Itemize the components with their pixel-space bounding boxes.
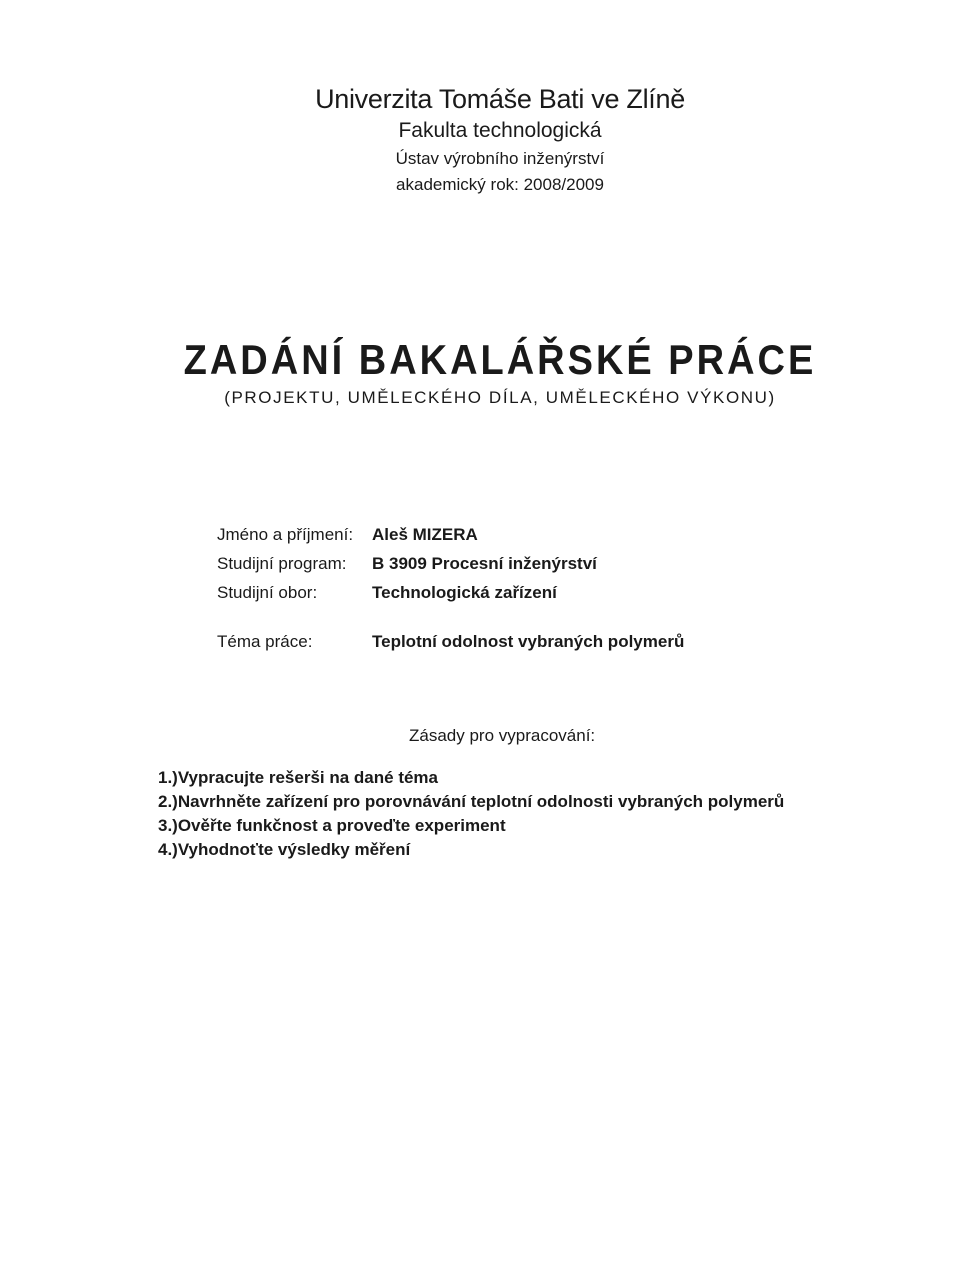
program-label: Studijní program: (217, 554, 347, 573)
academic-year: akademický rok: 2008/2009 (396, 175, 604, 194)
faculty-name: Fakulta technologická (398, 119, 602, 142)
document-header (0, 82, 960, 198)
name-value: Aleš MIZERA (372, 525, 478, 544)
document-title: ZADÁNÍ BAKALÁŘSKÉ PRÁCE (183, 337, 817, 385)
university-name: Univerzita Tomáše Bati ve Zlíně (315, 84, 685, 114)
topic-label: Téma práce: (217, 632, 313, 651)
name-label: Jméno a příjmení: (217, 525, 354, 544)
program-value: B 3909 Procesní inženýrství (372, 554, 597, 573)
topic-value: Teplotní odolnost vybraných polymerů (372, 632, 685, 651)
institute-name: Ústav výrobního inženýrství (395, 149, 605, 168)
list-item: 4.)Vyhodnoťte výsledky měření (158, 840, 411, 859)
guidelines-list (158, 766, 784, 862)
guidelines-heading: Zásady pro vypracování: (409, 726, 596, 745)
list-item: 2.)Navrhněte zařízení pro porovnávání teplotní odolnosti vybraných polymerů (158, 792, 785, 811)
list-item: 1.)Vypracujte rešerši na dané téma (158, 768, 439, 787)
title-block (0, 338, 960, 412)
field-label: Studijní obor: (217, 583, 318, 602)
field-value: Technologická zařízení (372, 583, 557, 602)
document-subtitle: (PROJEKTU, UMĚLECKÉHO DÍLA, UMĚLECKÉHO VÝKONU) (224, 388, 776, 407)
list-item: 3.)Ověřte funkčnost a proveďte experiment (158, 816, 506, 835)
